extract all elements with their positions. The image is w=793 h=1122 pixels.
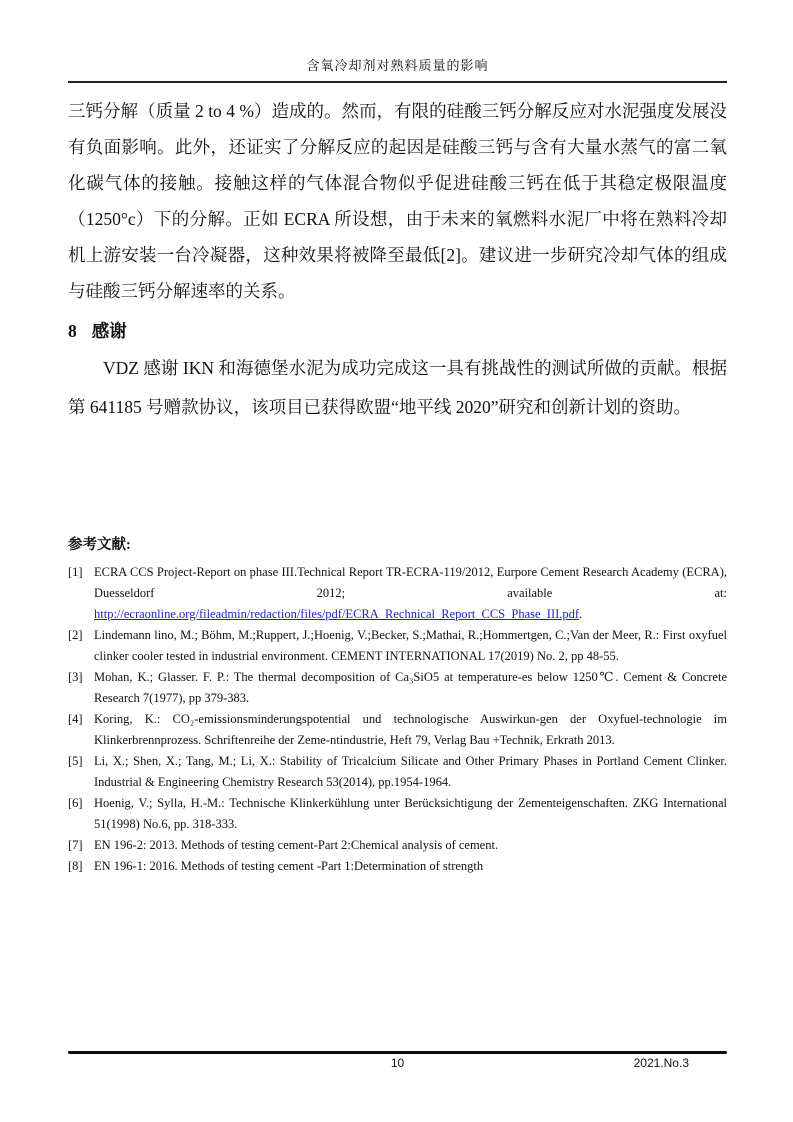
reference-text: Lindemann lino, M.; Böhm, M.;Ruppert, J.;Hoenig, V.;Becker, S.;Mathai, R.;Hommertgen, C.;Van der Meer, R.: First oxyfuel clinker cooler tested in industrial environment. CEMENT INTERNATIONAL 17(2019) No. 2, pp 48-55. — [94, 628, 727, 663]
header-rule — [68, 81, 727, 83]
reference-text-suffix: . — [579, 607, 583, 621]
body-paragraph: 三钙分解（质量 2 to 4 %）造成的。然而，有限的硅酸三钙分解反应对水泥强度发展没有负面影响。此外，还证实了分解反应的起因是硅酸三钙与含有大量水蒸气的富二氧化碳气体的接触。接触这样的气体混合物似乎促进硅酸三钙在低于其稳定极限温度（1250°c）下的分解。正如 ECRA 所设想，由于未来的氧燃料水泥厂中将在熟料冷却机上游安装一台冷凝器，这种效果将被降至最低[2]。建议进一步研究冷却气体的组成与硅酸三钙分解速率的关系。 — [68, 101, 727, 301]
reference-item — [68, 667, 727, 709]
issue-number: 2021.No.3 — [633, 1056, 689, 1070]
references-heading: 参考文献: — [68, 537, 131, 553]
footer — [68, 1056, 727, 1074]
reference-label: [6] — [68, 796, 83, 810]
reference-text: Koring, K.: CO₂-emissionsminderungspotential und technologische Auswirkun-gen der Oxyfuel-technologie im Klinkerbrennprozess. Schriftenreihe der Zeme-ntindustrie, Heft 79, Verlag Bau +Technik, Erkrath 2013. — [94, 712, 727, 747]
reference-label: [7] — [68, 838, 83, 852]
reference-text: Mohan, K.; Glasser. F. P.: The thermal decomposition of Ca₃SiO5 at temperature-es below 1250℃. Cement & Concrete Research 7(1977), pp 379-383. — [94, 670, 727, 705]
reference-label: [1] — [68, 565, 83, 579]
reference-link[interactable]: http://ecraonline.org/fileadmin/redaction/files/pdf/ECRA_Rechnical_Report_CCS_Phase_III.pdf — [94, 607, 580, 621]
reference-item — [68, 562, 727, 625]
reference-text: Hoenig, V.; Sylla, H.-M.: Technische Klinkerkühlung unter Berücksichtigung der Zementeigenschaften. ZKG International 51(1998) No.6, pp. 318-333. — [94, 796, 727, 831]
reference-text: Li, X.; Shen, X.; Tang, M.; Li, X.: Stability of Tricalcium Silicate and Other Primary Phases in Portland Cement Clinker. Industrial & Engineering Chemistry Research 53(2014), pp.1954-1964. — [94, 754, 727, 789]
running-title: 含氧冷却剂对熟料质量的影响 — [306, 58, 489, 73]
reference-label: [2] — [68, 628, 83, 642]
reference-label: [4] — [68, 712, 83, 726]
reference-item — [68, 835, 727, 856]
reference-label: [3] — [68, 670, 83, 684]
reference-text-main: ECRA CCS Project-Report on phase III.Technical Report TR-ECRA-119/2012, Eurpore Cement Research Academy (ECRA), Duesseldorf 2012; available at: — [94, 565, 727, 600]
acknowledgement-paragraph: VDZ 感谢 IKN 和海德堡水泥为成功完成这一具有挑战性的测试所做的贡献。根据第 641185 号赠款协议，该项目已获得欧盟“地平线 2020”研究和创新计划的资助。 — [68, 358, 727, 417]
reference-text: EN 196-2: 2013. Methods of testing cement-Part 2:Chemical analysis of cement. — [94, 838, 499, 852]
reference-item — [68, 856, 727, 877]
reference-item — [68, 793, 727, 835]
reference-label: [8] — [68, 859, 83, 873]
page-number: 10 — [390, 1056, 405, 1070]
reference-text: EN 196-1: 2016. Methods of testing cement -Part 1:Determination of strength — [94, 859, 484, 873]
reference-item — [68, 751, 727, 793]
reference-text — [94, 562, 727, 625]
footer-rule — [68, 1051, 727, 1054]
reference-item — [68, 625, 727, 667]
content-area — [68, 0, 727, 877]
section-number: 8 — [68, 321, 77, 341]
reference-list — [68, 562, 727, 877]
reference-item — [68, 709, 727, 751]
section-heading-acknowledgement — [68, 318, 727, 344]
section-title: 感谢 — [91, 321, 127, 341]
reference-label: [5] — [68, 754, 83, 768]
